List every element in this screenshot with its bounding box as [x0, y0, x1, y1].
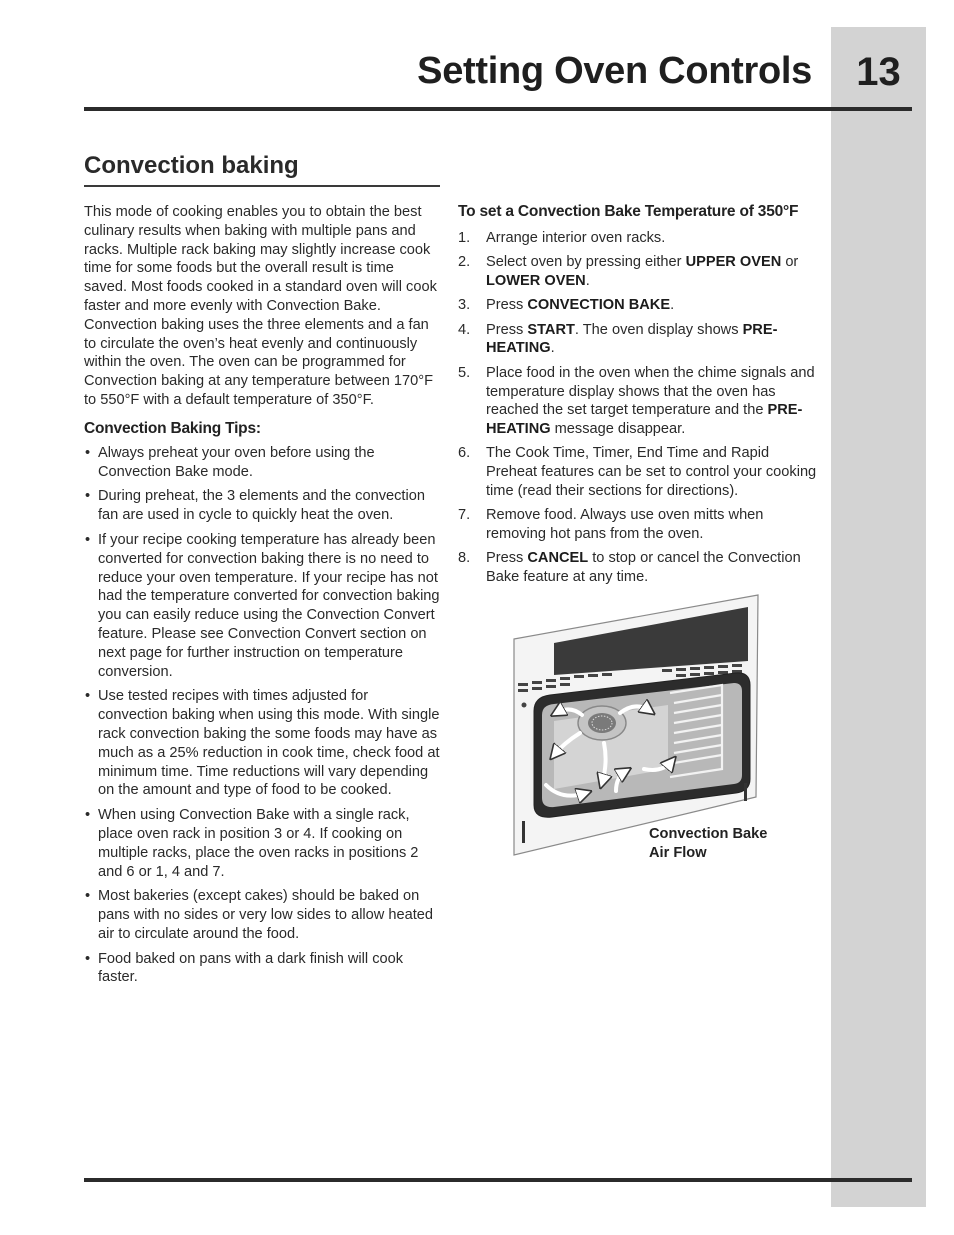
- step-item: [458, 321, 818, 359]
- tip-item: [84, 887, 440, 943]
- procedure-heading: To set a Convection Bake Temperature of 350°F: [458, 203, 799, 220]
- tip-item: [84, 687, 440, 800]
- key-convection-bake: CONVECTION BAKE: [527, 297, 671, 314]
- step-item: [458, 364, 818, 439]
- step-number: 3.: [458, 297, 471, 314]
- step-text: .: [550, 340, 555, 357]
- bullet-icon: •: [85, 888, 91, 905]
- step-item: [458, 229, 818, 248]
- header-rule: [84, 107, 912, 111]
- caption-line: Air Flow: [649, 845, 707, 861]
- right-column: [458, 203, 818, 593]
- step-text: Press: [486, 297, 528, 314]
- tip-text: Food baked on pans with a dark finish will cook faster.: [98, 950, 404, 986]
- step-item: [458, 506, 818, 544]
- key-upper-oven: UPPER OVEN: [685, 254, 782, 271]
- section-rule: [84, 185, 440, 187]
- steps-list: [458, 229, 818, 587]
- caption-line: Convection Bake: [649, 826, 768, 842]
- footer-rule: [84, 1178, 912, 1182]
- step-number: 6.: [458, 445, 471, 462]
- tip-item: [84, 531, 440, 681]
- step-item: [458, 253, 818, 291]
- tip-text: If your recipe cooking temperature has already been converted for convection baking there is no need to reduce your oven temperature. If your recipe has not had the temperature converted for convection baking you can easily reduce using the Convection Convert feature. Please see Convection Convert section on next page for further instruction on temperature conversion.: [98, 531, 440, 680]
- intro-paragraph: This mode of cooking enables you to obtain the best culinary results when baking with multiple pans and racks. Multiple rack baking may slightly increase cook time for some foods but the overall result is time saved. Most foods cooked in a standard oven will cook faster and more evenly with Convection Bake. Convection baking uses the three elements and a fan to circulate the oven’s heat evenly and continuously within the oven. The oven can be programmed for Convection baking at any temperature between 170°F to 550°F with a default temperature of 350°F.: [84, 204, 437, 408]
- step-text: . The oven display shows: [574, 321, 743, 338]
- step-item: [458, 549, 818, 587]
- page-number: 13: [856, 50, 901, 94]
- step-text: message disappear.: [550, 421, 686, 438]
- step-item: [458, 296, 818, 315]
- key-start: START: [527, 321, 575, 338]
- key-lower-oven: LOWER OVEN: [486, 273, 586, 290]
- step-text: Press: [486, 321, 528, 338]
- door-handle-right: [744, 783, 747, 801]
- step-text: to stop or cancel the Convection Bake feature at any time.: [486, 550, 801, 586]
- tip-text: Most bakeries (except cakes) should be baked on pans with no sides or very low sides to allow heated air to circulate around the food.: [98, 888, 434, 942]
- tip-text: Always preheat your oven before using the Convection Bake mode.: [98, 444, 375, 480]
- step-number: 2.: [458, 254, 471, 271]
- step-text: Place food in the oven when the chime signals and temperature display shows that the oven has reached the set target temperature and the: [486, 364, 815, 419]
- bullet-icon: •: [85, 950, 91, 967]
- tip-item: [84, 487, 440, 525]
- page-number-tab: [831, 27, 926, 1207]
- bullet-icon: •: [85, 688, 91, 705]
- tip-text: When using Convection Bake with a single rack, place oven rack in position 3 or 4. If cooking on multiple racks, place the oven racks in positions 2 and 6 or 1, 4 and 7.: [98, 807, 419, 880]
- section-title: Convection baking: [84, 152, 299, 179]
- page-title: Setting Oven Controls: [417, 50, 812, 92]
- bullet-icon: •: [85, 807, 91, 824]
- convection-fan-icon: [578, 706, 626, 740]
- tip-item: [84, 444, 440, 482]
- step-text: Select oven by pressing either: [486, 254, 686, 271]
- tip-item: [84, 950, 440, 988]
- bullet-icon: •: [85, 444, 91, 461]
- display-pre-heating: PRE-HEATING: [486, 321, 778, 357]
- left-column: [84, 203, 440, 993]
- step-text: .: [670, 297, 675, 314]
- step-text: Press: [486, 550, 528, 567]
- step-text: The Cook Time, Timer, End Time and Rapid Preheat features can be set to control your cooking time (read their sections for directions).: [486, 445, 817, 500]
- step-number: 7.: [458, 507, 471, 524]
- step-text: or: [781, 254, 799, 271]
- tip-text: During preheat, the 3 elements and the convection fan are used in cycle to quickly heat the oven.: [98, 488, 425, 524]
- step-item: [458, 444, 818, 500]
- step-text: Remove food. Always use oven mitts when removing hot pans from the oven.: [486, 507, 764, 543]
- tips-list: [84, 444, 440, 988]
- convection-air-flow-illustration: [512, 593, 762, 859]
- display-pre-heating: PRE-HEATING: [486, 402, 803, 438]
- step-number: 5.: [458, 364, 471, 381]
- step-number: 1.: [458, 230, 471, 246]
- figure-caption: [649, 825, 799, 863]
- step-text: .: [585, 273, 590, 290]
- bullet-icon: •: [85, 488, 91, 505]
- tip-text: Use tested recipes with times adjusted for convection baking when using this mode. With single rack convection baking the some foods may have as much as a 25% reduction in cook time, check food at minimum time. Time reductions will vary depending on the amount and type of food to be cooked.: [98, 688, 440, 799]
- step-number: 8.: [458, 550, 471, 567]
- door-handle-left: [522, 821, 525, 843]
- step-number: 4.: [458, 321, 471, 338]
- tip-item: [84, 806, 440, 881]
- step-text: Arrange interior oven racks.: [486, 230, 666, 246]
- key-cancel: CANCEL: [527, 550, 589, 567]
- bullet-icon: •: [85, 531, 91, 548]
- tips-heading: Convection Baking Tips:: [84, 419, 261, 437]
